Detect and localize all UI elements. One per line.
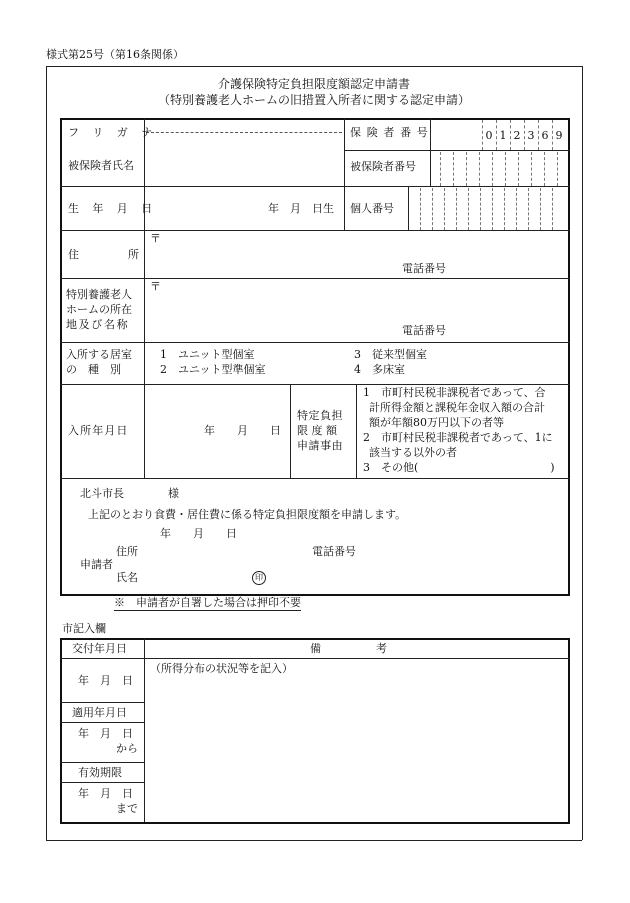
city-table-top [60, 638, 570, 640]
apply-date-value: 年 月 日 [78, 727, 133, 740]
reason-line-1: 1 市町村民税非課税者であって、合 [363, 386, 546, 399]
declaration-address-label: 住所 [116, 545, 138, 558]
room-option-2: 2 ユニット型準個室 [160, 363, 266, 376]
declaration-date: 年 月 日 [160, 527, 237, 540]
personal-sep-4 [456, 188, 457, 230]
room-option-4: 4 多床室 [354, 363, 405, 376]
remarks-label: 備 考 [310, 642, 387, 655]
outer-border-left [46, 66, 47, 840]
birth-value: 年 月 日生 [268, 202, 334, 215]
personal-sep-3 [444, 188, 445, 230]
outer-border-right [582, 66, 583, 840]
reason-label-2: 限 度 額 [297, 424, 337, 437]
declaration-phone-label: 電話番号 [312, 545, 356, 558]
table-border-right [568, 118, 570, 596]
personal-sep-8 [504, 188, 505, 230]
apply-from: から [116, 742, 138, 755]
insured-sep-1 [440, 152, 441, 186]
row-sep-birth [60, 186, 570, 187]
row-sep-address [60, 230, 570, 231]
personal-sep-9 [516, 188, 517, 230]
insurer-row-sep [344, 150, 570, 151]
table-border-left [60, 118, 62, 596]
reason-line-3: 額が年額80万円以下の者等 [369, 416, 504, 429]
insurer-digit-3: 2 [513, 129, 521, 142]
insured-sep-10 [557, 152, 558, 186]
admission-date-label: 入所年月日 [68, 424, 129, 437]
reason-label-divider [356, 384, 357, 478]
personal-sep-1 [420, 188, 421, 230]
address-label-left: 住 [68, 248, 79, 261]
reason-line-2: 計所得金額と課税年金収入額の合計 [369, 401, 545, 414]
city-row-sep-2 [60, 722, 144, 723]
valid-until: まで [116, 802, 138, 815]
facility-phone-label: 電話番号 [402, 324, 446, 337]
insured-sep-5 [492, 152, 493, 186]
valid-until-label: 有効期限 [78, 766, 122, 779]
personal-sep-5 [468, 188, 469, 230]
insured-number-label: 被保険者番号 [350, 160, 416, 173]
city-table-right [568, 638, 570, 824]
facility-label-1: 特別養護老人 [66, 288, 132, 301]
city-table-bottom [60, 822, 570, 824]
insurer-digits-divider [430, 118, 431, 186]
insured-sep-8 [531, 152, 532, 186]
insurer-digit-4: 3 [527, 129, 535, 142]
insurer-col-divider [344, 118, 345, 230]
reason-label-3: 申請事由 [297, 439, 344, 452]
personal-sep-2 [432, 188, 433, 230]
insured-sep-7 [518, 152, 519, 186]
reason-label-1: 特定負担 [297, 409, 344, 422]
furigana-label: フ リ ガ ナ [68, 126, 158, 139]
label-col-divider [144, 118, 145, 478]
city-row-sep-4 [60, 782, 144, 783]
insured-sep-3 [466, 152, 467, 186]
city-table-left [60, 638, 62, 824]
valid-date-value: 年 月 日 [78, 787, 133, 800]
declaration-name-label: 氏名 [116, 571, 138, 584]
birth-label: 生 年 月 日 [68, 202, 158, 215]
row-sep-facility [60, 278, 570, 279]
outer-border-top [46, 66, 582, 67]
row-sep-room [60, 342, 570, 343]
seal-note: ※ 申請者が自署した場合は押印不要 [114, 596, 301, 611]
admission-date-divider [290, 384, 291, 478]
insurer-digit-5: 6 [541, 129, 549, 142]
city-section-heading: 市記入欄 [62, 622, 106, 635]
insured-sep-9 [544, 152, 545, 186]
insurer-digit-2: 1 [499, 129, 507, 142]
room-option-1: 1 ユニット型個室 [160, 348, 255, 361]
address-label-right: 所 [128, 248, 139, 261]
personal-no-divider [408, 186, 409, 230]
facility-postal-mark: 〒 [150, 280, 161, 293]
remarks-hint: （所得分布の状況等を記入） [150, 662, 293, 675]
table-border-top [60, 118, 570, 120]
room-type-label-1: 入所する居室 [66, 348, 132, 361]
insured-name-label: 被保険者氏名 [68, 159, 134, 172]
address-phone-label: 電話番号 [402, 262, 446, 275]
form-number: 様式第25号（第16条関係） [46, 48, 184, 61]
insured-sep-6 [505, 152, 506, 186]
personal-sep-11 [540, 188, 541, 230]
outer-border-bottom [46, 840, 582, 841]
statement: 上記のとおり食費・居住費に係る特定負担限度額を申請します。 [88, 508, 407, 521]
furigana-dashline [146, 132, 342, 133]
city-header-sep [60, 658, 570, 659]
insurer-digit-1: 0 [485, 129, 493, 142]
addressee: 北斗市長 様 [80, 487, 179, 500]
reason-line-5: 該当する以外の者 [369, 446, 457, 459]
city-row-sep-3 [60, 762, 144, 763]
reason-line-4: 2 市町村民税非課税者であって、1に [363, 431, 553, 444]
address-postal-mark: 〒 [150, 232, 161, 245]
insurer-number-label: 保 険 者 番 号 [350, 126, 429, 139]
insured-sep-2 [453, 152, 454, 186]
admission-date-value: 年 月 日 [204, 424, 281, 437]
applicant-label: 申請者 [80, 558, 113, 571]
issue-date-value: 年 月 日 [78, 674, 133, 687]
facility-label-3: 地及び名称 [66, 318, 130, 331]
city-label-divider [144, 638, 145, 822]
facility-label-2: ホームの所在 [66, 303, 132, 316]
apply-date-label: 適用年月日 [72, 706, 127, 719]
city-row-sep-1 [60, 702, 144, 703]
room-option-3: 3 従来型個室 [354, 348, 427, 361]
insurer-digit-6: 9 [555, 129, 563, 142]
personal-sep-12 [552, 188, 553, 230]
form-subtitle: （特別養護老人ホームの旧措置入所者に関する認定申請） [157, 93, 470, 107]
reason-line-6: 3 その他( ) [363, 461, 555, 474]
issue-date-label: 交付年月日 [72, 642, 127, 655]
room-type-label-2: の 種 別 [66, 363, 121, 376]
row-sep-admission [60, 384, 570, 385]
personal-number-label: 個人番号 [350, 202, 394, 215]
seal-mark: 印 [252, 571, 266, 585]
form-title: 介護保険特定負担限度額認定申請書 [217, 77, 410, 91]
insured-sep-4 [479, 152, 480, 186]
personal-sep-10 [528, 188, 529, 230]
row-sep-declaration [60, 478, 570, 479]
personal-sep-6 [480, 188, 481, 230]
personal-sep-7 [492, 188, 493, 230]
